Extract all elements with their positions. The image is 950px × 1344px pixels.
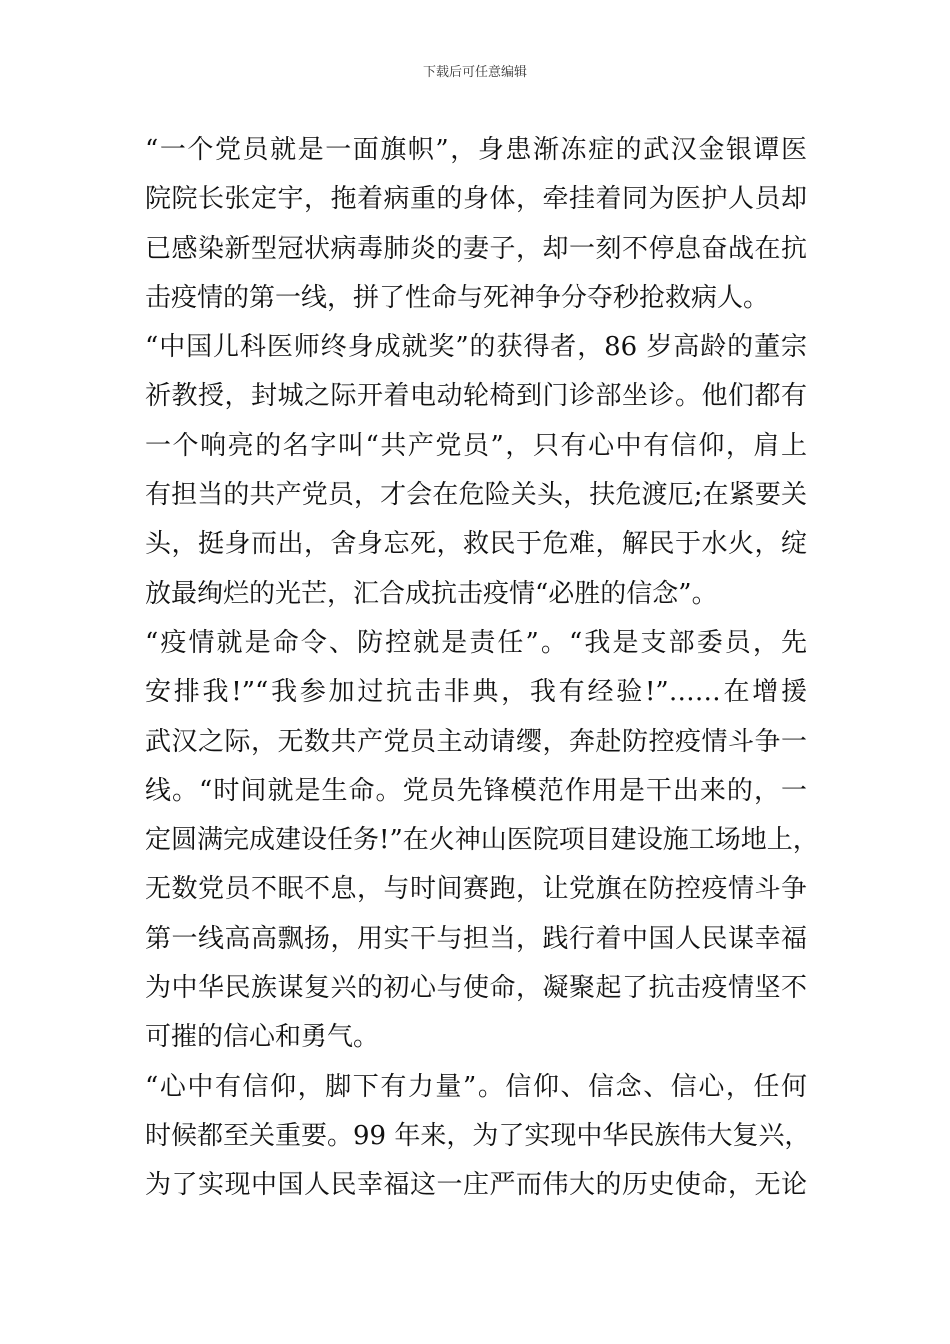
text-line: “一个党员就是一面旗帜”，身患渐冻症的武汉金银谭医 bbox=[145, 135, 807, 165]
paragraph bbox=[145, 1063, 811, 1211]
text-line: 武汉之际，无数共产党员主动请缨，奔赴防控疫情斗争一 bbox=[145, 726, 807, 757]
page-header: 下载后可任意编辑 bbox=[422, 65, 527, 80]
text-line: 为中华民族谋复兴的初心与使命，凝聚起了抗击疫情坚不 bbox=[145, 973, 807, 1004]
text-line: 线。“时间就是生命。党员先锋模范作用是干出来的，一 bbox=[145, 775, 807, 806]
text-line: 无数党员不眠不息，与时间赛跑，让党旗在防控疫情斗争 bbox=[145, 874, 807, 905]
text-line: 放最绚烂的光芒，汇合成抗击疫情“必胜的信念”。 bbox=[145, 578, 718, 609]
text-line: 定圆满完成建设任务!”在火神山医院项目建设施工场地上， bbox=[145, 825, 819, 856]
text-line: 一个响亮的名字叫“共产党员”，只有心中有信仰，肩上 bbox=[145, 430, 807, 461]
text-line: “疫情就是命令、防控就是责任”。“我是支部委员，先 bbox=[145, 627, 807, 658]
text-line: 院院长张定宇，拖着病重的身体，牵挂着同为医护人员却 bbox=[145, 184, 807, 215]
text-line: 安排我!”“我参加过抗击非典，我有经验!”……在增援 bbox=[145, 677, 807, 708]
text-line: 为了实现中国人民幸福这一庄严而伟大的历史使命，无论 bbox=[145, 1170, 807, 1201]
paragraph bbox=[145, 126, 807, 323]
text-line: “中国儿科医师终身成就奖”的获得者，86 岁高龄的董宗 bbox=[145, 332, 807, 363]
paragraph bbox=[145, 323, 807, 619]
text-line: 已感染新型冠状病毒肺炎的妻子，却一刻不停息奋战在抗 bbox=[145, 233, 807, 264]
paragraph bbox=[145, 619, 819, 1063]
text-line: “心中有信仰，脚下有力量”。信仰、信念、信心，任何 bbox=[145, 1071, 807, 1102]
text-line: 击疫情的第一线，拼了性命与死神争分夺秒抢救病人。 bbox=[145, 282, 770, 313]
text-line: 有担当的共产党员，才会在危险关头，扶危渡厄;在紧要关 bbox=[145, 480, 807, 511]
document-body bbox=[145, 126, 819, 1211]
text-line: 祈教授，封城之际开着电动轮椅到门诊部坐诊。他们都有 bbox=[145, 381, 807, 412]
text-line: 时候都至关重要。99 年来，为了实现中华民族伟大复兴， bbox=[145, 1120, 811, 1151]
text-line: 第一线高高飘扬，用实干与担当，践行着中国人民谋幸福 bbox=[145, 923, 807, 954]
text-line: 头，挺身而出，舍身忘死，救民于危难，解民于水火，绽 bbox=[145, 529, 807, 560]
text-line: 可摧的信心和勇气。 bbox=[145, 1022, 380, 1053]
